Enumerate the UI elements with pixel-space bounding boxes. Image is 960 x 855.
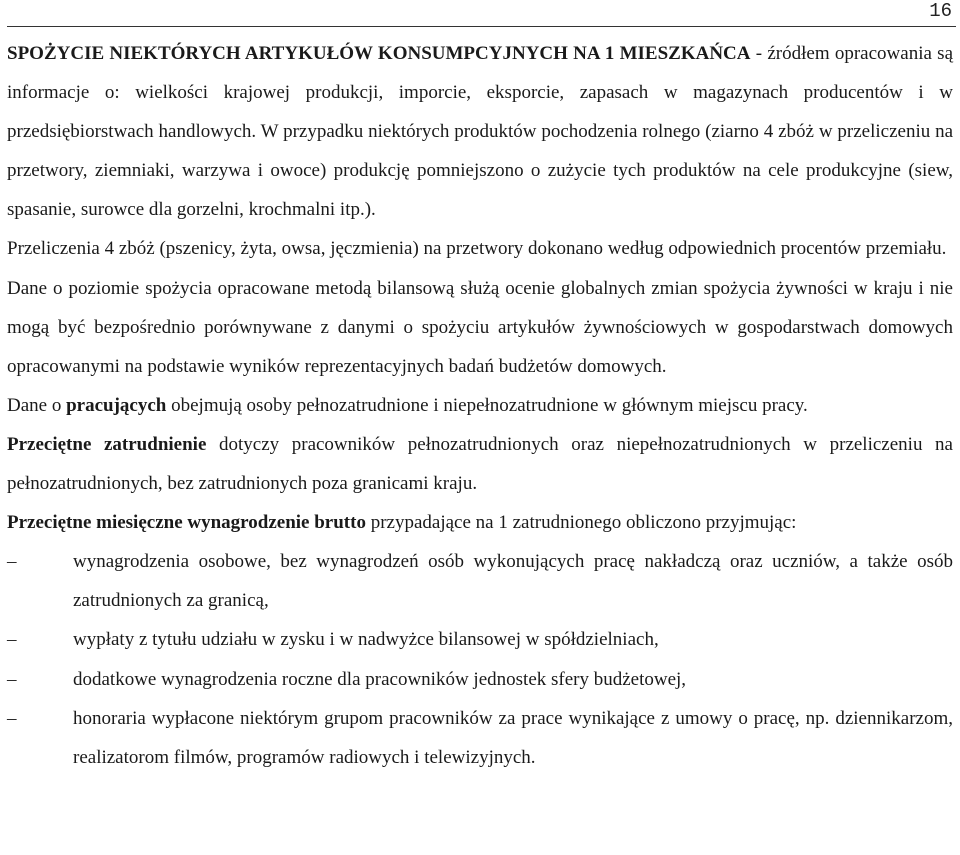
list-item — [7, 699, 953, 777]
list-item — [7, 660, 953, 699]
paragraph-average-employment — [7, 425, 953, 503]
dash-bullet: – — [7, 629, 17, 651]
list-item-text: wynagrodzenia osobowe, bez wynagrodzeń osób wykonujących pracę nakładczą oraz uczniów, a także osób zatrudnionych za granicą, — [73, 551, 953, 612]
paragraph-average-wage — [7, 503, 953, 542]
average-employment-term: Przeciętne zatrudnienie — [7, 433, 207, 455]
paragraph-employed — [7, 386, 953, 425]
list-item — [7, 620, 953, 659]
document-body — [7, 34, 953, 777]
employed-term: pracujących — [66, 394, 167, 416]
average-wage-text: przypadające na 1 zatrudnionego obliczono przyjmując: — [365, 512, 797, 534]
dash-bullet: – — [7, 707, 17, 729]
average-employment-text: dotyczy pracowników pełnozatrudnionych oraz niepełnozatrudnionych w przeliczeniu na pełnozatrudnionych, bez zatrudnionych poza granicami kraju. — [7, 433, 953, 495]
list-item-text: dodatkowe wynagrodzenia roczne dla pracowników jednostek sfery budżetowej, — [73, 668, 687, 690]
consumption-heading: SPOŻYCIE NIEKTÓRYCH ARTYKUŁÓW KONSUMPCYJNYCH NA 1 MIESZKAŃCA — [7, 43, 751, 64]
paragraph-grain-conversion — [7, 229, 953, 268]
consumption-text: - źródłem opracowania są informacje o: wielkości krajowej produkcji, imporcie, eksporcie, zapasach w magazynach producentów i w przedsiębiorstwach handlowych. W przypadku niektórych produktów pochodzenia rolnego (ziarno 4 zbóż w przeliczeniu na przetwory, ziemniaki, warzywa i owoce) produkcję pomniejszono o zużycie tych produktów na cele produkcyjne (siew, spasanie, surowce dla gorzelni, krochmalni itp.). — [7, 43, 953, 221]
list-item-text: honoraria wypłacone niektórym grupom pracowników za prace wynikające z umowy o pracę, np. dziennikarzom, realizatorom filmów, programów radiowych i telewizyjnych. — [73, 707, 953, 768]
paragraph-balance-method — [7, 269, 953, 386]
wage-components-list — [7, 542, 953, 777]
list-item-text: wypłaty z tytułu udziału w zysku i w nadwyżce bilansowej w spółdzielniach, — [73, 629, 659, 651]
header-rule — [7, 26, 956, 27]
list-item — [7, 542, 953, 620]
dash-bullet: – — [7, 551, 17, 573]
dash-bullet: – — [7, 668, 17, 690]
average-wage-term: Przeciętne miesięczne wynagrodzenie brutto — [7, 512, 366, 534]
employed-text: obejmują osoby pełnozatrudnione i niepełnozatrudnione w głównym miejscu pracy. — [166, 394, 808, 416]
grain-conversion-text: Przeliczenia 4 zbóż (pszenicy, żyta, owsa, jęczmienia) na przetwory dokonano według odpowiednich procentów przemiału. — [7, 238, 947, 260]
balance-method-text: Dane o poziomie spożycia opracowane metodą bilansową służą ocenie globalnych zmian spożycia żywności w kraju i nie mogą być bezpośrednio porównywane z danymi o spożyciu artykułów żywnościowych w gospodarstwach domowych opracowanymi na podstawie wyników reprezentacyjnych badań budżetów domowych. — [7, 277, 953, 377]
employed-prefix: Dane o — [7, 394, 67, 416]
paragraph-consumption — [7, 34, 953, 229]
page-number: 16 — [929, 0, 952, 22]
